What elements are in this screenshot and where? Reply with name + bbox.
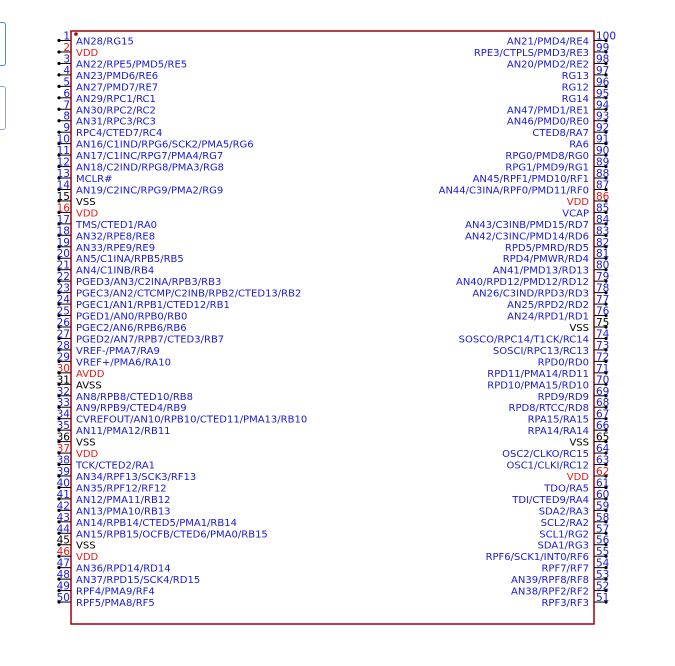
pin-name: AN31/RPC3/RC3 (76, 116, 156, 128)
pin-name: RPD0/RD0 (537, 357, 589, 369)
pin-name: RG12 (561, 82, 589, 94)
pin-name: OSC1/CLKI/RC12 (506, 460, 589, 472)
pin-number: 99 (596, 41, 610, 54)
pin-number: 91 (596, 133, 610, 146)
pin-number: 21 (56, 259, 70, 272)
pin-name: AN27/PMD7/RE7 (76, 82, 159, 94)
pin-name: RA6 (569, 139, 589, 151)
pin-name: AN14/RPB14/CTED5/PMA1/RB14 (76, 517, 237, 529)
pin-name: AN22/RPE5/PMD5/RE5 (76, 59, 188, 71)
pin-number: 13 (56, 168, 70, 181)
pin-number: 7 (63, 99, 70, 112)
pin-name: CTED8/RA7 (532, 128, 589, 140)
pin-number: 93 (596, 110, 610, 123)
pin-number: 2 (63, 41, 70, 54)
pin-name: AN11/PMA12/RB11 (76, 426, 171, 438)
pin-end-dot[interactable] (57, 108, 60, 111)
pin-number: 40 (56, 477, 70, 490)
pin-name: PGEC3/AN2/CTCMP/C2INB/RPB2/CTED13/RB2 (76, 288, 302, 300)
pin-number: 53 (596, 569, 610, 582)
pin-number: 11 (56, 145, 70, 158)
pin-number: 15 (56, 190, 70, 203)
pin-number: 1 (63, 30, 70, 43)
pin-name: SOSCO/RPC14/T1CK/RC14 (458, 334, 589, 346)
pin-number: 33 (56, 397, 70, 410)
pin-number: 54 (596, 557, 610, 570)
pin-name: AN5/C1INA/RPB5/RB5 (76, 254, 184, 266)
pin-name: SCL1/RG2 (539, 529, 589, 541)
pin-name: TDI/CTED9/RA4 (512, 494, 589, 506)
pin-name: VSS (76, 437, 96, 449)
pin-number: 47 (56, 557, 70, 570)
side-panel-handle-bottom[interactable] (0, 86, 6, 130)
pin-end-dot[interactable] (57, 39, 60, 42)
pin-number: 70 (596, 374, 610, 387)
pin-number: 46 (56, 546, 70, 559)
pin-number: 92 (596, 122, 610, 135)
pin-number: 59 (596, 500, 610, 513)
pin-name: VCAP (562, 208, 589, 220)
pin-number: 84 (596, 213, 610, 226)
pin-number: 23 (56, 282, 70, 295)
pin-name: VDD (76, 449, 99, 461)
pin-number: 55 (596, 546, 610, 559)
pin-number: 100 (596, 30, 617, 43)
pin-name: RPD4/PMWR/RD4 (502, 254, 589, 266)
pin-number: 22 (56, 271, 70, 284)
pin-name: PGED1/AN0/RPB0/RB0 (76, 311, 188, 323)
pin1-marker (74, 32, 78, 36)
pin-name: RPG1/PMD9/RG1 (505, 162, 589, 174)
pin-number: 95 (596, 87, 610, 100)
pin-name: VDD (76, 208, 99, 220)
pin-name: PGEC1/AN1/RPB1/CTED12/RB1 (76, 300, 230, 312)
pin-number: 19 (56, 236, 70, 249)
pin-number: 10 (56, 133, 70, 146)
side-panel-handle-top[interactable] (0, 22, 6, 66)
pin-number: 69 (596, 385, 610, 398)
pin-number: 74 (596, 328, 610, 341)
pin-number: 97 (596, 64, 610, 77)
pin-number: 30 (56, 362, 70, 375)
pin-name: VSS (569, 437, 589, 449)
pin-name: RPF3/RF3 (541, 598, 589, 610)
pin-number: 64 (596, 443, 610, 456)
pin-name: AN43/C3INB/PMD15/RD7 (465, 219, 589, 231)
pin-name: AN45/RPF1/PMD10/RF1 (472, 174, 589, 186)
pin-number: 57 (596, 523, 610, 536)
pin-name: RPG0/PMD8/RG0 (505, 151, 589, 163)
pin-end-dot[interactable] (57, 73, 60, 76)
pin-number: 50 (56, 592, 70, 605)
pin-number: 24 (56, 294, 70, 307)
pin-name: VSS (569, 323, 589, 334)
pin-name: AN26/C3IND/RPD3/RD3 (472, 288, 589, 300)
pin-name: AN29/RPC1/RC1 (76, 93, 156, 105)
pin-number: 41 (56, 488, 70, 501)
pin-number: 28 (56, 339, 70, 352)
pin-name: AN17/C1INC/RPG7/PMA4/RG7 (76, 151, 224, 163)
pin-name: PGED3/AN3/C2INA/RPB3/RB3 (76, 277, 222, 289)
pin-end-dot[interactable] (57, 62, 60, 65)
pin-name: AN42/C3INC/PMD14/RD6 (464, 231, 589, 243)
pin-number: 3 (63, 53, 70, 66)
pin-number: 61 (596, 477, 610, 490)
pin-number: 9 (63, 122, 70, 135)
pin-number: 58 (596, 511, 610, 524)
pin-number: 60 (596, 488, 610, 501)
pin-number: 37 (56, 443, 70, 456)
pin-name: SDA2/RA3 (538, 506, 589, 518)
pin-name: SDA1/RG3 (537, 540, 589, 552)
pin-name: AN9/RPB9/CTED4/RB9 (76, 403, 187, 415)
pin-number: 82 (596, 236, 610, 249)
pin-number: 35 (56, 420, 70, 433)
pin-name: RPC4/CTED7/RC4 (76, 128, 163, 140)
pin-name: RPA14/RA14 (527, 426, 589, 438)
pin-name: RG14 (561, 93, 589, 105)
pin-number: 76 (596, 305, 610, 318)
pin-name: AN8/RPB8/CTED10/RB8 (76, 391, 193, 403)
pin-end-dot[interactable] (57, 96, 60, 99)
pin-name: AN24/RPD1/RD1 (507, 311, 589, 323)
pin-name: AVDD (76, 368, 105, 380)
pin-name: RPF5/PMA8/RF5 (76, 598, 155, 610)
pin-name: RPD10/PMA15/RD10 (487, 380, 589, 392)
pin-number: 94 (596, 99, 610, 112)
pin-name: SCL2/RA2 (540, 517, 589, 529)
pin-number: 45 (56, 534, 70, 547)
pin-number: 81 (596, 248, 610, 261)
pin-number: 31 (56, 374, 70, 387)
pin-name: VDD (76, 552, 99, 564)
pin-name: AN25/RPD2/RD2 (507, 300, 589, 312)
pin-number: 78 (596, 282, 610, 295)
pin-number: 25 (56, 305, 70, 318)
pin-name: TCK/CTED2/RA1 (76, 460, 156, 472)
pin-name: RPF6/SCK1/INT0/RF6 (485, 552, 589, 564)
pin-number: 8 (63, 110, 70, 123)
pin-name: AN28/RG15 (76, 36, 134, 48)
pin-name: AN16/C1IND/RPG6/SCK2/PMA5/RG6 (76, 139, 254, 151)
pin-name: AN41/PMD13/RD13 (492, 265, 589, 277)
pin-name: VDD (76, 47, 99, 59)
pin-name: TDO/RA5 (544, 483, 589, 495)
pin-number: 4 (63, 64, 70, 77)
pin-name: AN47/PMD1/RE1 (506, 105, 589, 117)
pin-end-dot[interactable] (57, 85, 60, 88)
pin-number: 80 (596, 259, 610, 272)
pin-number: 38 (56, 454, 70, 467)
pin-number: 51 (596, 592, 610, 605)
pin-name: VSS (76, 540, 96, 552)
pin-name: RG13 (561, 70, 589, 82)
pin-name: AN20/PMD2/RE2 (506, 59, 589, 71)
pin-end-dot[interactable] (57, 119, 60, 122)
pin-number: 87 (596, 179, 610, 192)
pin-number: 36 (56, 431, 70, 444)
pin-name: RPD5/PMRD/RD5 (504, 242, 589, 254)
pin-name: VREF+/PMA6/RA10 (76, 357, 171, 369)
pin-number: 68 (596, 397, 610, 410)
pin-number: 34 (56, 408, 70, 421)
pin-name: AN23/PMD6/RE6 (76, 70, 159, 82)
pin-number: 73 (596, 339, 610, 352)
pin-number: 17 (56, 213, 70, 226)
pin-name: AN38/RPF2/RF2 (511, 586, 589, 598)
pin-number: 71 (596, 362, 610, 375)
pin-number: 29 (56, 351, 70, 364)
pin-name: AN35/RPF12/RF12 (76, 483, 167, 495)
pin-name: AVSS (76, 380, 102, 392)
pin-name: AN37/RPD15/SCK4/RD15 (76, 575, 201, 587)
pin-number: 66 (596, 420, 610, 433)
pin-name: PGEC2/AN6/RPB6/RB6 (76, 323, 187, 334)
pin-name: AN34/RPF13/SCK3/RF13 (76, 471, 197, 483)
pin-name: AN30/RPC2/RC2 (76, 105, 156, 117)
pin-number: 48 (56, 569, 70, 582)
pin-name: VREF-/PMA7/RA9 (76, 345, 160, 357)
pin-name: RPF7/RF7 (541, 563, 589, 575)
pin-name: AN32/RPE8/RE8 (76, 231, 156, 243)
pin-number: 20 (56, 248, 70, 261)
pin-number: 88 (596, 168, 610, 181)
pin-number: 79 (596, 271, 610, 284)
pin-name: OSC2/CLKO/RC15 (502, 449, 589, 461)
pin-number: 62 (596, 465, 610, 478)
pin-name: AN15/RPB15/OCFB/CTED6/PMA0/RB15 (76, 529, 268, 541)
pin-number: 16 (56, 202, 70, 215)
pin-name: AN33/RPE9/RE9 (76, 242, 156, 254)
pin-number: 90 (596, 145, 610, 158)
pin-name: AN36/RPD14/RD14 (76, 563, 171, 575)
pin-name: AN46/PMD0/RE0 (506, 116, 589, 128)
pin-number: 14 (56, 179, 70, 192)
pin-number: 18 (56, 225, 70, 238)
pin-number: 39 (56, 465, 70, 478)
pin-name: RPF4/PMA9/RF4 (76, 586, 155, 598)
pin-number: 5 (63, 76, 70, 89)
pin-name: VDD (566, 471, 589, 483)
pin-name: VDD (566, 196, 589, 208)
pin-number: 27 (56, 328, 70, 341)
pin-name: AN21/PMD4/RE4 (506, 36, 589, 48)
pin-number: 86 (596, 190, 610, 203)
pin-number: 6 (63, 87, 70, 100)
pin-name: RPD9/RD9 (537, 391, 589, 403)
pin-name: AN18/C2IND/RPG8/PMA3/RG8 (76, 162, 225, 174)
pin-name: AN12/PMA11/RB12 (76, 494, 171, 506)
pin-name: RPA15/RA15 (527, 414, 589, 426)
pin-number: 12 (56, 156, 70, 169)
pin-name: VSS (76, 196, 96, 208)
pin-name: AN19/C2INC/RPG9/PMA2/RG9 (76, 185, 224, 197)
pin-name: MCLR# (76, 174, 113, 186)
pin-number: 83 (596, 225, 610, 238)
pin-number: 96 (596, 76, 610, 89)
pin-name: RPE3/CTPLS/PMD3/RE3 (473, 47, 589, 59)
pin-number: 26 (56, 317, 70, 329)
pin-name: TMS/CTED1/RA0 (76, 219, 158, 231)
pin-name: RPD11/PMA14/RD11 (487, 368, 589, 380)
pin-number: 65 (596, 431, 610, 444)
pin-number: 89 (596, 156, 610, 169)
pin-number: 49 (56, 580, 70, 593)
pin-number: 32 (56, 385, 70, 398)
pin-number: 98 (596, 53, 610, 66)
pin-number: 52 (596, 580, 610, 593)
pin-name: AN40/RPD12/PMD12/RD12 (455, 277, 589, 289)
pin-number: 42 (56, 500, 70, 513)
pin-number: 67 (596, 408, 610, 421)
pin-number: 85 (596, 202, 610, 215)
pin-number: 77 (596, 294, 610, 307)
pin-name: CVREFOUT/AN10/RPB10/CTED11/PMA13/RB10 (76, 414, 308, 426)
pin-name: AN44/C3INA/RPF0/PMD11/RF0 (438, 185, 589, 197)
pin-end-dot[interactable] (57, 50, 60, 53)
pin-number: 56 (596, 534, 610, 547)
pin-number: 43 (56, 511, 70, 524)
pin-name: RPD8/RTCC/RD8 (508, 403, 589, 415)
pin-number: 63 (596, 454, 610, 467)
pin-number: 75 (596, 317, 610, 329)
pin-name: AN39/RPF8/RF8 (511, 575, 589, 587)
pin-number: 72 (596, 351, 610, 364)
pin-name: SOSCI/RPC13/RC13 (492, 345, 589, 357)
pin-name: PGED2/AN7/RPB7/CTED3/RB7 (76, 334, 225, 346)
pin-name: AN13/PMA10/RB13 (76, 506, 171, 518)
pin-number: 44 (56, 523, 70, 536)
left-pin (57, 558, 171, 575)
pin-name: AN4/C1INB/RB4 (76, 265, 155, 277)
